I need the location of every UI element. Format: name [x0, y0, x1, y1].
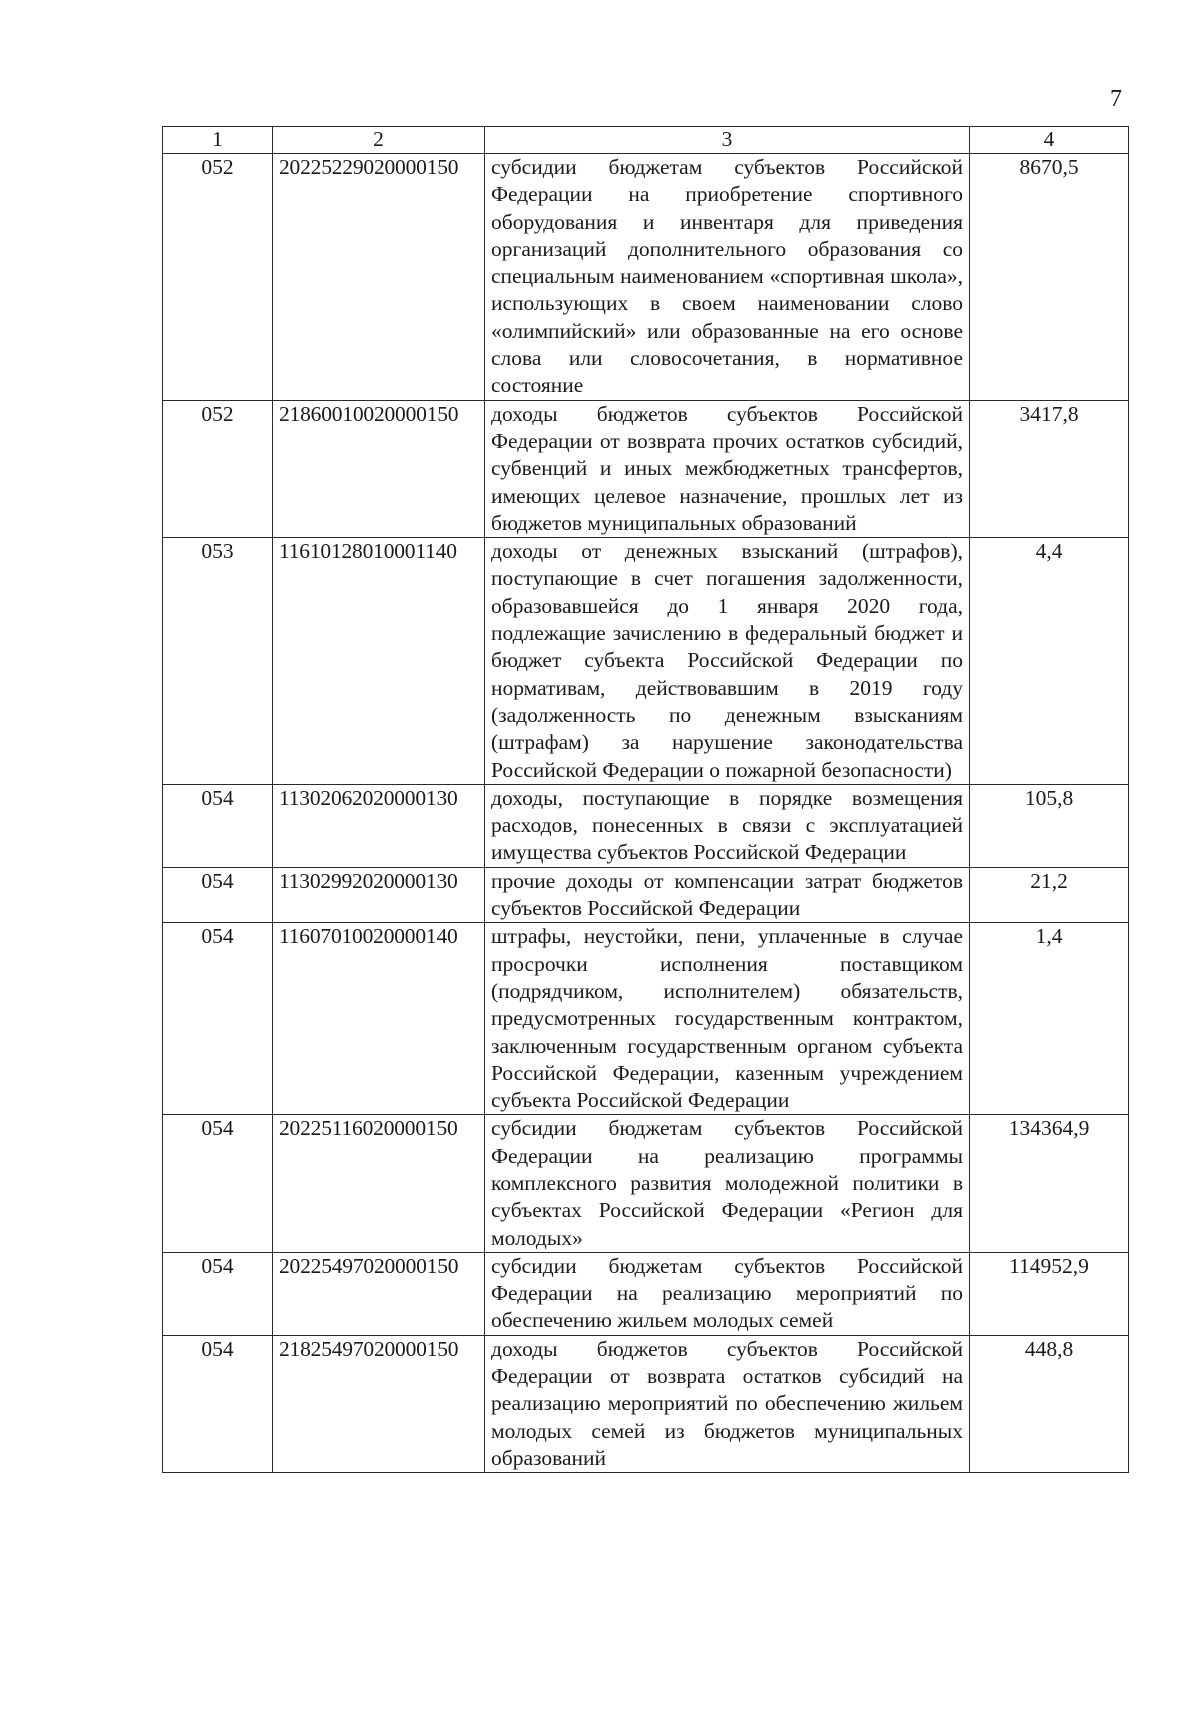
budget-code-cell: 11302062020000130	[273, 784, 485, 867]
amount-cell: 21,2	[970, 867, 1129, 923]
amount-cell: 448,8	[970, 1335, 1129, 1472]
table-row	[163, 1335, 1129, 1472]
header-col-1: 1	[163, 127, 273, 154]
table-row	[163, 400, 1129, 537]
description-cell: доходы от денежных взысканий (штрафов), поступающие в счет погашения задолженности, образовавшейся до 1 января 2020 года, подлежащие зачислению в федеральный бюджет и бюджет субъекта Российской Федерации по нормативам, действовавшим в 2019 году (задолженность по денежным взысканиям (штрафам) за нарушение законодательства Российской Федерации о пожарной безопасности)	[485, 538, 970, 785]
description-cell: субсидии бюджетам субъектов Российской Федерации на реализацию мероприятий по обеспечению жильем молодых семей	[485, 1252, 970, 1335]
table-row	[163, 784, 1129, 867]
budget-code-cell: 11607010020000140	[273, 923, 485, 1115]
budget-code-cell: 21825497020000150	[273, 1335, 485, 1472]
header-col-2: 2	[273, 127, 485, 154]
amount-cell: 105,8	[970, 784, 1129, 867]
table-row	[163, 154, 1129, 401]
table-row	[163, 538, 1129, 785]
description-cell: прочие доходы от компенсации затрат бюджетов субъектов Российской Федерации	[485, 867, 970, 923]
header-col-3: 3	[485, 127, 970, 154]
description-cell: доходы, поступающие в порядке возмещения расходов, понесенных в связи с эксплуатацией имущества субъектов Российской Федерации	[485, 784, 970, 867]
budget-code-cell: 20225229020000150	[273, 154, 485, 401]
budget-code-cell: 11302992020000130	[273, 867, 485, 923]
revenue-table	[162, 126, 1129, 1473]
description-cell: субсидии бюджетам субъектов Российской Федерации на приобретение спортивного оборудования и инвентаря для приведения организаций дополнительного образования со специальным наименованием «спортивная школа», использующих в своем наименовании слово «олимпийский» или образованные на его основе слова или словосочетания, в нормативное состояние	[485, 154, 970, 401]
admin-code-cell: 054	[163, 867, 273, 923]
table-row	[163, 1252, 1129, 1335]
admin-code-cell: 054	[163, 1115, 273, 1252]
admin-code-cell: 054	[163, 784, 273, 867]
budget-code-cell: 20225497020000150	[273, 1252, 485, 1335]
table-row	[163, 1115, 1129, 1252]
table-row	[163, 923, 1129, 1115]
amount-cell: 4,4	[970, 538, 1129, 785]
description-cell: штрафы, неустойки, пени, уплаченные в случае просрочки исполнения поставщиком (подрядчиком, исполнителем) обязательств, предусмотренных государственным контрактом, заключенным государственным органом субъекта Российской Федерации, казенным учреждением субъекта Российской Федерации	[485, 923, 970, 1115]
amount-cell: 1,4	[970, 923, 1129, 1115]
admin-code-cell: 054	[163, 1252, 273, 1335]
description-cell: доходы бюджетов субъектов Российской Федерации от возврата остатков субсидий на реализацию мероприятий по обеспечению жильем молодых семей из бюджетов муниципальных образований	[485, 1335, 970, 1472]
budget-code-cell: 21860010020000150	[273, 400, 485, 537]
admin-code-cell: 054	[163, 1335, 273, 1472]
table-row	[163, 867, 1129, 923]
page-number: 7	[1110, 86, 1122, 112]
header-row	[163, 127, 1129, 154]
budget-code-cell: 20225116020000150	[273, 1115, 485, 1252]
description-cell: доходы бюджетов субъектов Российской Федерации от возврата прочих остатков субсидий, субвенций и иных межбюджетных трансфертов, имеющих целевое назначение, прошлых лет из бюджетов муниципальных образований	[485, 400, 970, 537]
admin-code-cell: 053	[163, 538, 273, 785]
admin-code-cell: 052	[163, 154, 273, 401]
amount-cell: 3417,8	[970, 400, 1129, 537]
amount-cell: 114952,9	[970, 1252, 1129, 1335]
header-col-4: 4	[970, 127, 1129, 154]
amount-cell: 134364,9	[970, 1115, 1129, 1252]
description-cell: субсидии бюджетам субъектов Российской Федерации на реализацию программы комплексного развития молодежной политики в субъектах Российской Федерации «Регион для молодых»	[485, 1115, 970, 1252]
admin-code-cell: 054	[163, 923, 273, 1115]
budget-code-cell: 11610128010001140	[273, 538, 485, 785]
admin-code-cell: 052	[163, 400, 273, 537]
amount-cell: 8670,5	[970, 154, 1129, 401]
